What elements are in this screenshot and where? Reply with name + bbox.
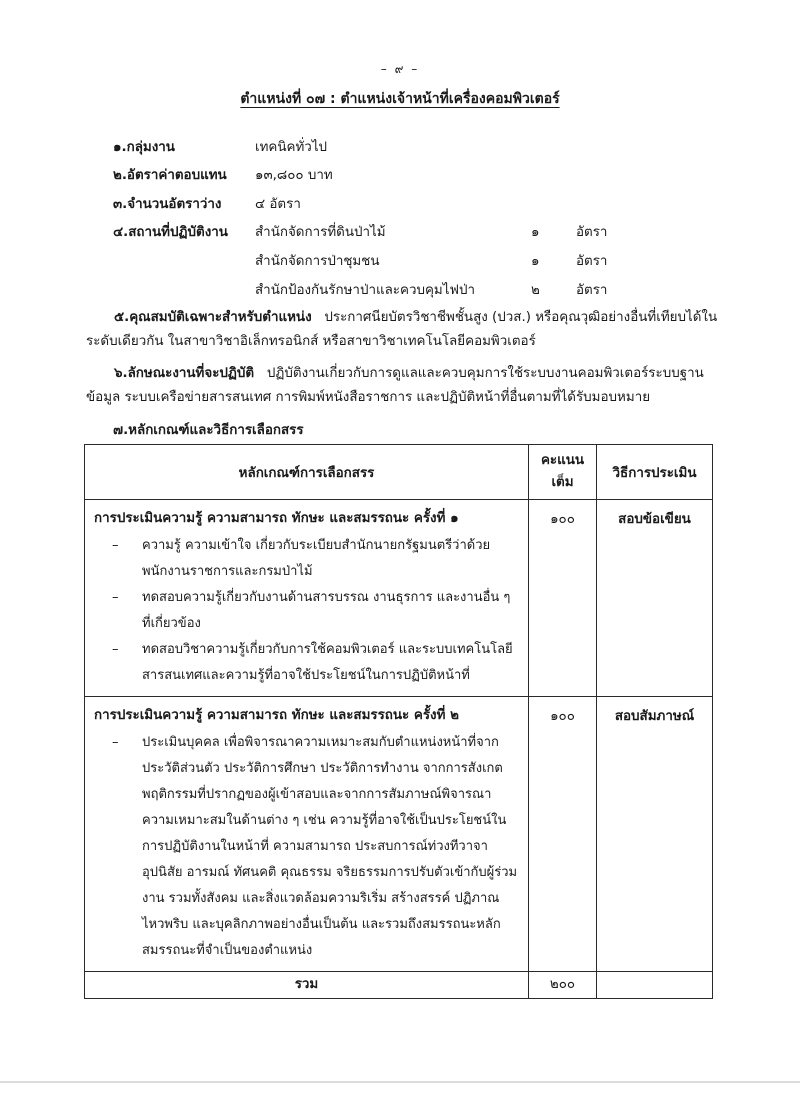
list-item: – ทดสอบวิชาความรู้เกี่ยวกับการใช้คอมพิวเตอร์ และระบบเทคโนโลยีสารสนเทศและความรู้ที่อาจใช้ประโยชน์ในการปฏิบัติหน้าที่: [112, 637, 519, 689]
selection-label: ๗.หลักเกณฑ์และวิธีการเลือกสรร: [113, 423, 304, 438]
salary-label: ๒.อัตราค่าตอบแทน: [113, 168, 227, 183]
score-cell: ๑๐๐: [529, 500, 597, 697]
total-value: ๒๐๐: [529, 972, 597, 999]
salary-value: ๑๓,๘๐๐ บาท: [255, 168, 333, 183]
location-name: สำนักป้องกันรักษาป่าและควบคุมไฟป่า: [255, 283, 475, 298]
method-cell: สอบข้อเขียน: [597, 500, 713, 697]
criteria-list: [86, 533, 527, 695]
vacancy-label: ๓.จำนวนอัตราว่าง: [113, 197, 222, 212]
table-row: [85, 500, 713, 697]
total-label: รวม: [85, 972, 529, 999]
location-unit: อัตรา: [576, 283, 608, 298]
location-name: สำนักจัดการป่าชุมชน: [255, 254, 380, 269]
table-row: [85, 697, 713, 972]
location-count: ๒: [531, 283, 540, 298]
field-vacancy: [113, 193, 221, 214]
header-score: คะแนนเต็ม: [529, 445, 597, 500]
vacancy-value: ๔ อัตรา: [255, 197, 301, 212]
qualifications-paragraph: [86, 306, 726, 354]
group-label: ๑.กลุ่มงาน: [113, 140, 175, 155]
table-header-row: [85, 445, 713, 500]
selection-heading: [113, 419, 304, 440]
group-value: เทคนิคทั่วไป: [255, 140, 328, 155]
location-label: ๔.สถานที่ปฏิบัติงาน: [113, 225, 228, 240]
method-cell: สอบสัมภาษณ์: [597, 697, 713, 972]
duties-paragraph: [86, 362, 726, 410]
location-unit: อัตรา: [576, 254, 608, 269]
section-title: การประเมินความรู้ ความสามารถ ทักษะ และสมรรถนะ ครั้งที่ ๒: [94, 708, 459, 723]
field-group: [113, 136, 175, 157]
duties-label: ๖.ลักษณะงานที่จะปฏิบัติ: [114, 366, 255, 381]
criteria-cell: [85, 697, 529, 972]
location-unit: อัตรา: [576, 225, 608, 240]
location-count: ๑: [531, 254, 540, 269]
list-item: – ความรู้ ความเข้าใจ เกี่ยวกับระเบียบสำนักนายกรัฐมนตรีว่าด้วยพนักงานราชการและกรมป่าไม้: [112, 533, 519, 585]
list-item: – ทดสอบความรู้เกี่ยวกับงานด้านสารบรรณ งานธุรการ และงานอื่น ๆ ที่เกี่ยวข้อง: [112, 585, 519, 637]
location-count: ๑: [531, 225, 540, 240]
qualifications-text: ประกาศนียบัตรวิชาชีพชั้นสูง (ปวส.) หรือคุณวุฒิอย่างอื่นที่เทียบได้ในระดับเดียวกัน ในสาขาวิชาอิเล็กทรอนิกส์ หรือสาขาวิชาเทคโนโลยีคอมพิวเตอร์: [86, 310, 718, 349]
page-number: – ๙ –: [380, 62, 420, 76]
list-item: – ประเมินบุคคล เพื่อพิจารณาความเหมาะสมกับตำแหน่งหน้าที่จากประวัติส่วนตัว ประวัติการศึกษา ประวัติการทำงาน จากการสังเกตพฤติกรรมที่ปรากฏของผู้เข้าสอบและจากการสัมภาษณ์พิจารณาความเหมาะสมในด้านต่าง ๆ เช่น ความรู้ที่อาจใช้เป็นประโยชน์ในการปฏิบัติงานในหน้าที่ ความสามารถ ประสบการณ์ท่วงทีวาจา อุปนิสัย อารมณ์ ทัศนคติ คุณธรรม จริยธรรมการปรับตัวเข้ากับผู้ร่วมงาน รวมทั้งสังคม และสิ่งแวดล้อมความริเริ่ม สร้างสรรค์ ปฏิภาณไหวพริบ และบุคลิกภาพอย่างอื่นเป็นต้น และรวมถึงสมรรถนะหลัก สมรรถนะที่จำเป็นของตำแหน่ง: [112, 730, 519, 964]
location-name: สำนักจัดการที่ดินป่าไม้: [255, 225, 386, 240]
criteria-list: [86, 730, 527, 970]
section-title: การประเมินความรู้ ความสามารถ ทักษะ และสมรรถนะ ครั้งที่ ๑: [94, 511, 459, 526]
selection-criteria-table: [84, 444, 713, 999]
criteria-cell: [85, 500, 529, 697]
field-location: [113, 221, 228, 242]
total-method-empty: [597, 972, 713, 999]
total-row: [85, 972, 713, 999]
position-title: ตำแหน่งที่ ๐๗ : ตำแหน่งเจ้าหน้าที่เครื่องคอมพิวเตอร์: [240, 91, 560, 107]
scan-edge-line: [0, 1081, 800, 1083]
header-method: วิธีการประเมิน: [597, 445, 713, 500]
qualifications-label: ๕.คุณสมบัติเฉพาะสำหรับตำแหน่ง: [114, 310, 312, 325]
duties-text: ปฏิบัติงานเกี่ยวกับการดูแลและควบคุมการใช้ระบบงานคอมพิวเตอร์ระบบฐานข้อมูล ระบบเครือข่ายสารสนเทศ การพิมพ์หนังสือราชการ และปฏิบัติหน้าที่อื่นตามที่ได้รับมอบหมาย: [86, 366, 704, 405]
header-criteria: หลักเกณฑ์การเลือกสรร: [85, 445, 529, 500]
score-cell: ๑๐๐: [529, 697, 597, 972]
field-salary: [113, 164, 227, 185]
